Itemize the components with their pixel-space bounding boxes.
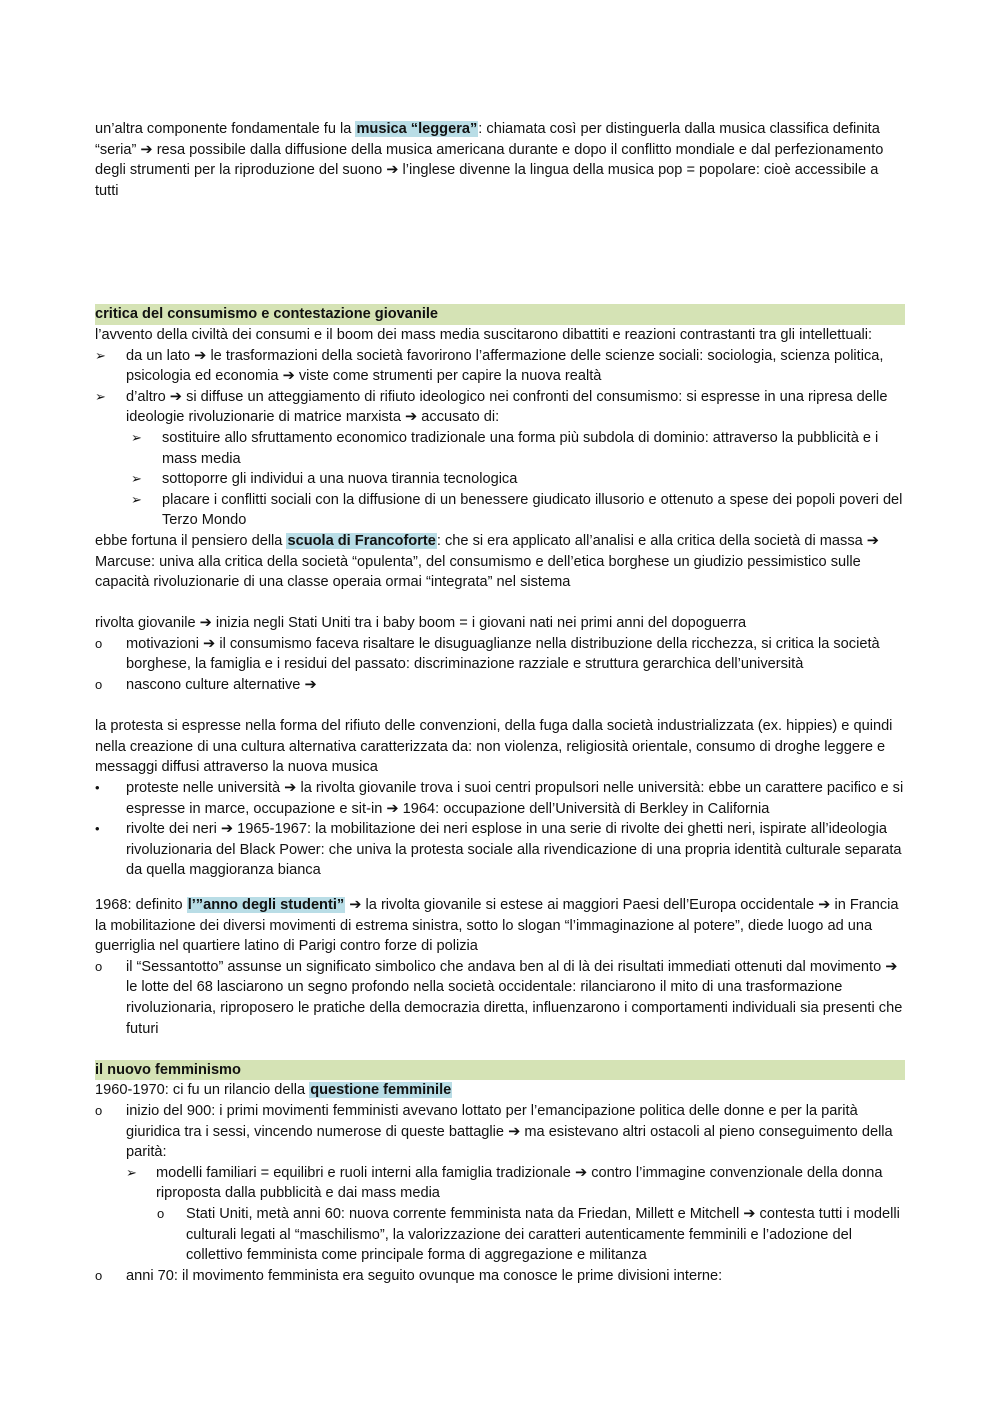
list-item-text: sottoporre gli individui a una nuova tirannia tecnologica: [162, 471, 518, 488]
list-item-text: da un lato ➔ le trasformazioni della società favorirono l’affermazione delle scienze sociali: sociologia, scienza politica, psicologia ed economia ➔ viste come strumenti per capire la nuova realtà: [126, 347, 884, 385]
spacer: [95, 881, 905, 895]
list-item-text: proteste nelle università ➔ la rivolta giovanile trova i suoi centri propulsori nelle università: ebbe un carattere pacifico e si espresse in marce, occupazione e sit-in ➔ 1964: occupazione dell’Università di Berkley in California: [126, 780, 904, 817]
spacer: [95, 593, 905, 614]
section-heading-femminismo: il nuovo femminismo: [95, 1060, 905, 1081]
list-item-text: placare i conflitti sociali con la diffusione di un benessere giudicato illusorio e ottenuto a spese dei popoli poveri del Terzo Mondo: [162, 491, 903, 529]
list-level-2: [95, 1163, 905, 1204]
section-heading-consumismo: critica del consumismo e contestazione giovanile: [95, 304, 905, 325]
circle-bullet-icon: o: [95, 1102, 103, 1118]
list-item: [95, 387, 905, 428]
list-level-1: [95, 634, 905, 696]
list-item: [95, 490, 905, 531]
list-level-1: [95, 778, 905, 881]
paragraph: l’avvento della civiltà dei consumi e il boom dei mass media suscitarono dibattiti e reazioni contrastanti tra gli intellettuali:: [95, 326, 873, 343]
list-item-text: inizio del 900: i primi movimenti femministi avevano lottato per l’emancipazione politica delle donne e per la parità giuridica tra i sessi, vincendo numerose di queste battaglie ➔ ma esistevano altri ostacoli al pieno conseguimento della parità:: [126, 1102, 893, 1161]
arrowhead-bullet-icon: ➢: [131, 471, 142, 487]
list-level-3: [95, 1204, 905, 1266]
list-item: [95, 1204, 905, 1266]
text: ebbe fortuna il pensiero della: [95, 532, 287, 549]
list-item: [95, 634, 905, 675]
list-item-text: il “Sessantotto” assunse un significato simbolico che andava ben al di là dei risultati immediati ottenuti dal movimento ➔ le lotte del 68 lasciarono un segno profondo nella società occidentale: rilanciarono il mito di una trasformazione rivoluzionaria, riproposero le pratiche della democrazia diretta, influenzarono i comportamenti individuali sia presenti che futuri: [126, 958, 903, 1037]
text: un’altra componente fondamentale fu la: [95, 121, 356, 137]
list-item: [95, 1266, 905, 1287]
text: : che si era applicato all’analisi e alla critica della società di massa ➔ Marcuse: univa alla critica della società “opulenta”, del consumismo e dell’etica borghese un giudizio pessimistico sulle capacità rivoluzionarie di una classe operaia ormai “integrata” nel sistema: [95, 532, 880, 591]
list-item: [95, 957, 905, 1039]
paragraph: la protesta si espresse nella forma del rifiuto delle convenzioni, della fuga dalla società industrializzata (ex. hippies) e quindi nella creazione di una cultura alternativa caratterizzata da: non violenza, religiosità orientale, consumo di droghe leggere e messaggi diffusi attraverso la nuova musica: [95, 718, 893, 776]
list-item-text: Stati Uniti, metà anni 60: nuova corrente femminista nata da Friedan, Millett e Mitchell ➔ contesta tutti i modelli culturali legati al “maschilismo”, la valorizzazione dei caratteri autenticamente femminili e l’adozione del collettivo femminista come principale forma di aggregazione e militanza: [186, 1205, 900, 1264]
list-item-text: nascono culture alternative ➔: [126, 677, 317, 694]
spacer: [95, 201, 905, 304]
list-item: [95, 346, 905, 387]
list-item: [95, 1163, 905, 1204]
list-item-text: modelli familiari = equilibri e ruoli interni alla famiglia tradizionale ➔ contro l’immagine convenzionale della donna riproposta dalla pubblicità e dai mass media: [156, 1164, 883, 1202]
arrowhead-bullet-icon: ➢: [95, 347, 106, 363]
list-item: [95, 778, 905, 819]
list-item-text: d’altro ➔ si diffuse un atteggiamento di rifiuto ideologico nei confronti del consumismo: si espresse in una ripresa delle ideologie rivoluzionarie di matrice marxista ➔ accusato di:: [126, 388, 888, 426]
highlight-questione-femminile: questione femminile: [310, 1082, 452, 1099]
list-level-1: [95, 346, 905, 428]
circle-bullet-icon: o: [95, 677, 103, 693]
arrowhead-bullet-icon: ➢: [131, 429, 142, 445]
list-item: [95, 428, 905, 469]
highlight-scuola-francoforte: scuola di Francoforte: [287, 532, 436, 549]
intro-paragraph: [95, 119, 905, 201]
document-page: [95, 119, 905, 1286]
list-item: [95, 675, 905, 696]
text: 1968: definito: [95, 897, 187, 913]
list-item: [95, 1101, 905, 1163]
spacer: [95, 696, 905, 717]
paragraph-francoforte: [95, 531, 905, 593]
circle-bullet-icon: o: [157, 1205, 165, 1221]
list-level-1: [95, 1266, 905, 1287]
paragraph-1968: [95, 895, 905, 957]
list-item-text: anni 70: il movimento femminista era seguito ovunque ma conosce le prime divisioni interne:: [126, 1267, 723, 1284]
highlight-anno-studenti: l’”anno degli studenti”: [187, 897, 345, 913]
circle-bullet-icon: o: [95, 958, 103, 974]
arrowhead-bullet-icon: ➢: [126, 1164, 137, 1180]
text: : chiamata così per distinguerla dalla musica classifica definita “seria” ➔ resa possibile dalla diffusione della musica americana durante e dopo il conflitto mondiale e dal perfezionamento degli strumenti per la riproduzione del suono ➔ l’inglese divenne la lingua della musica pop = popolare: cioè accessibile a tutti: [95, 121, 884, 199]
list-level-1: [95, 957, 905, 1039]
dot-bullet-icon: •: [95, 780, 100, 796]
arrowhead-bullet-icon: ➢: [131, 491, 142, 507]
list-item: [95, 819, 905, 881]
list-item: [95, 469, 905, 490]
paragraph: rivolta giovanile ➔ inizia negli Stati Uniti tra i baby boom = i giovani nati nei primi anni del dopoguerra: [95, 615, 747, 632]
list-item-text: rivolte dei neri ➔ 1965-1967: la mobilitazione dei neri esplose in una serie di rivolte dei ghetti neri, ispirate all’ideologia rivoluzionaria del Black Power: che univa la protesta sociale alla rivendicazione di una propria identità culturale separata da quella maggioranza bianca: [126, 821, 902, 879]
highlight-musica-leggera: musica “leggera”: [356, 121, 478, 137]
arrowhead-bullet-icon: ➢: [95, 388, 106, 404]
list-level-2: [95, 428, 905, 531]
circle-bullet-icon: o: [95, 1267, 103, 1283]
circle-bullet-icon: o: [95, 635, 103, 651]
dot-bullet-icon: •: [95, 821, 100, 837]
text: ➔ la rivolta giovanile si estese ai maggiori Paesi dell’Europa occidentale ➔ in Francia la mobilitazione dei diversi movimenti di estrema sinistra, sotto lo slogan “l’immaginazione al potere”, diede luogo ad una guerriglia nel quartiere latino di Parigi contro forze di polizia: [95, 897, 899, 955]
paragraph: [95, 1080, 905, 1101]
list-item-text: sostituire allo sfruttamento economico tradizionale una forma più subdola di dominio: attraverso la pubblicità e i mass media: [162, 429, 879, 467]
text: 1960-1970: ci fu un rilancio della: [95, 1082, 310, 1099]
list-item-text: motivazioni ➔ il consumismo faceva risaltare le disuguaglianze nella distribuzione della ricchezza, si critica la società borghese, la famiglia e i residui del passato: discriminazione razziale e struttura gerarchica dell’università: [126, 635, 880, 673]
spacer: [95, 1039, 905, 1060]
list-level-1: [95, 1101, 905, 1163]
